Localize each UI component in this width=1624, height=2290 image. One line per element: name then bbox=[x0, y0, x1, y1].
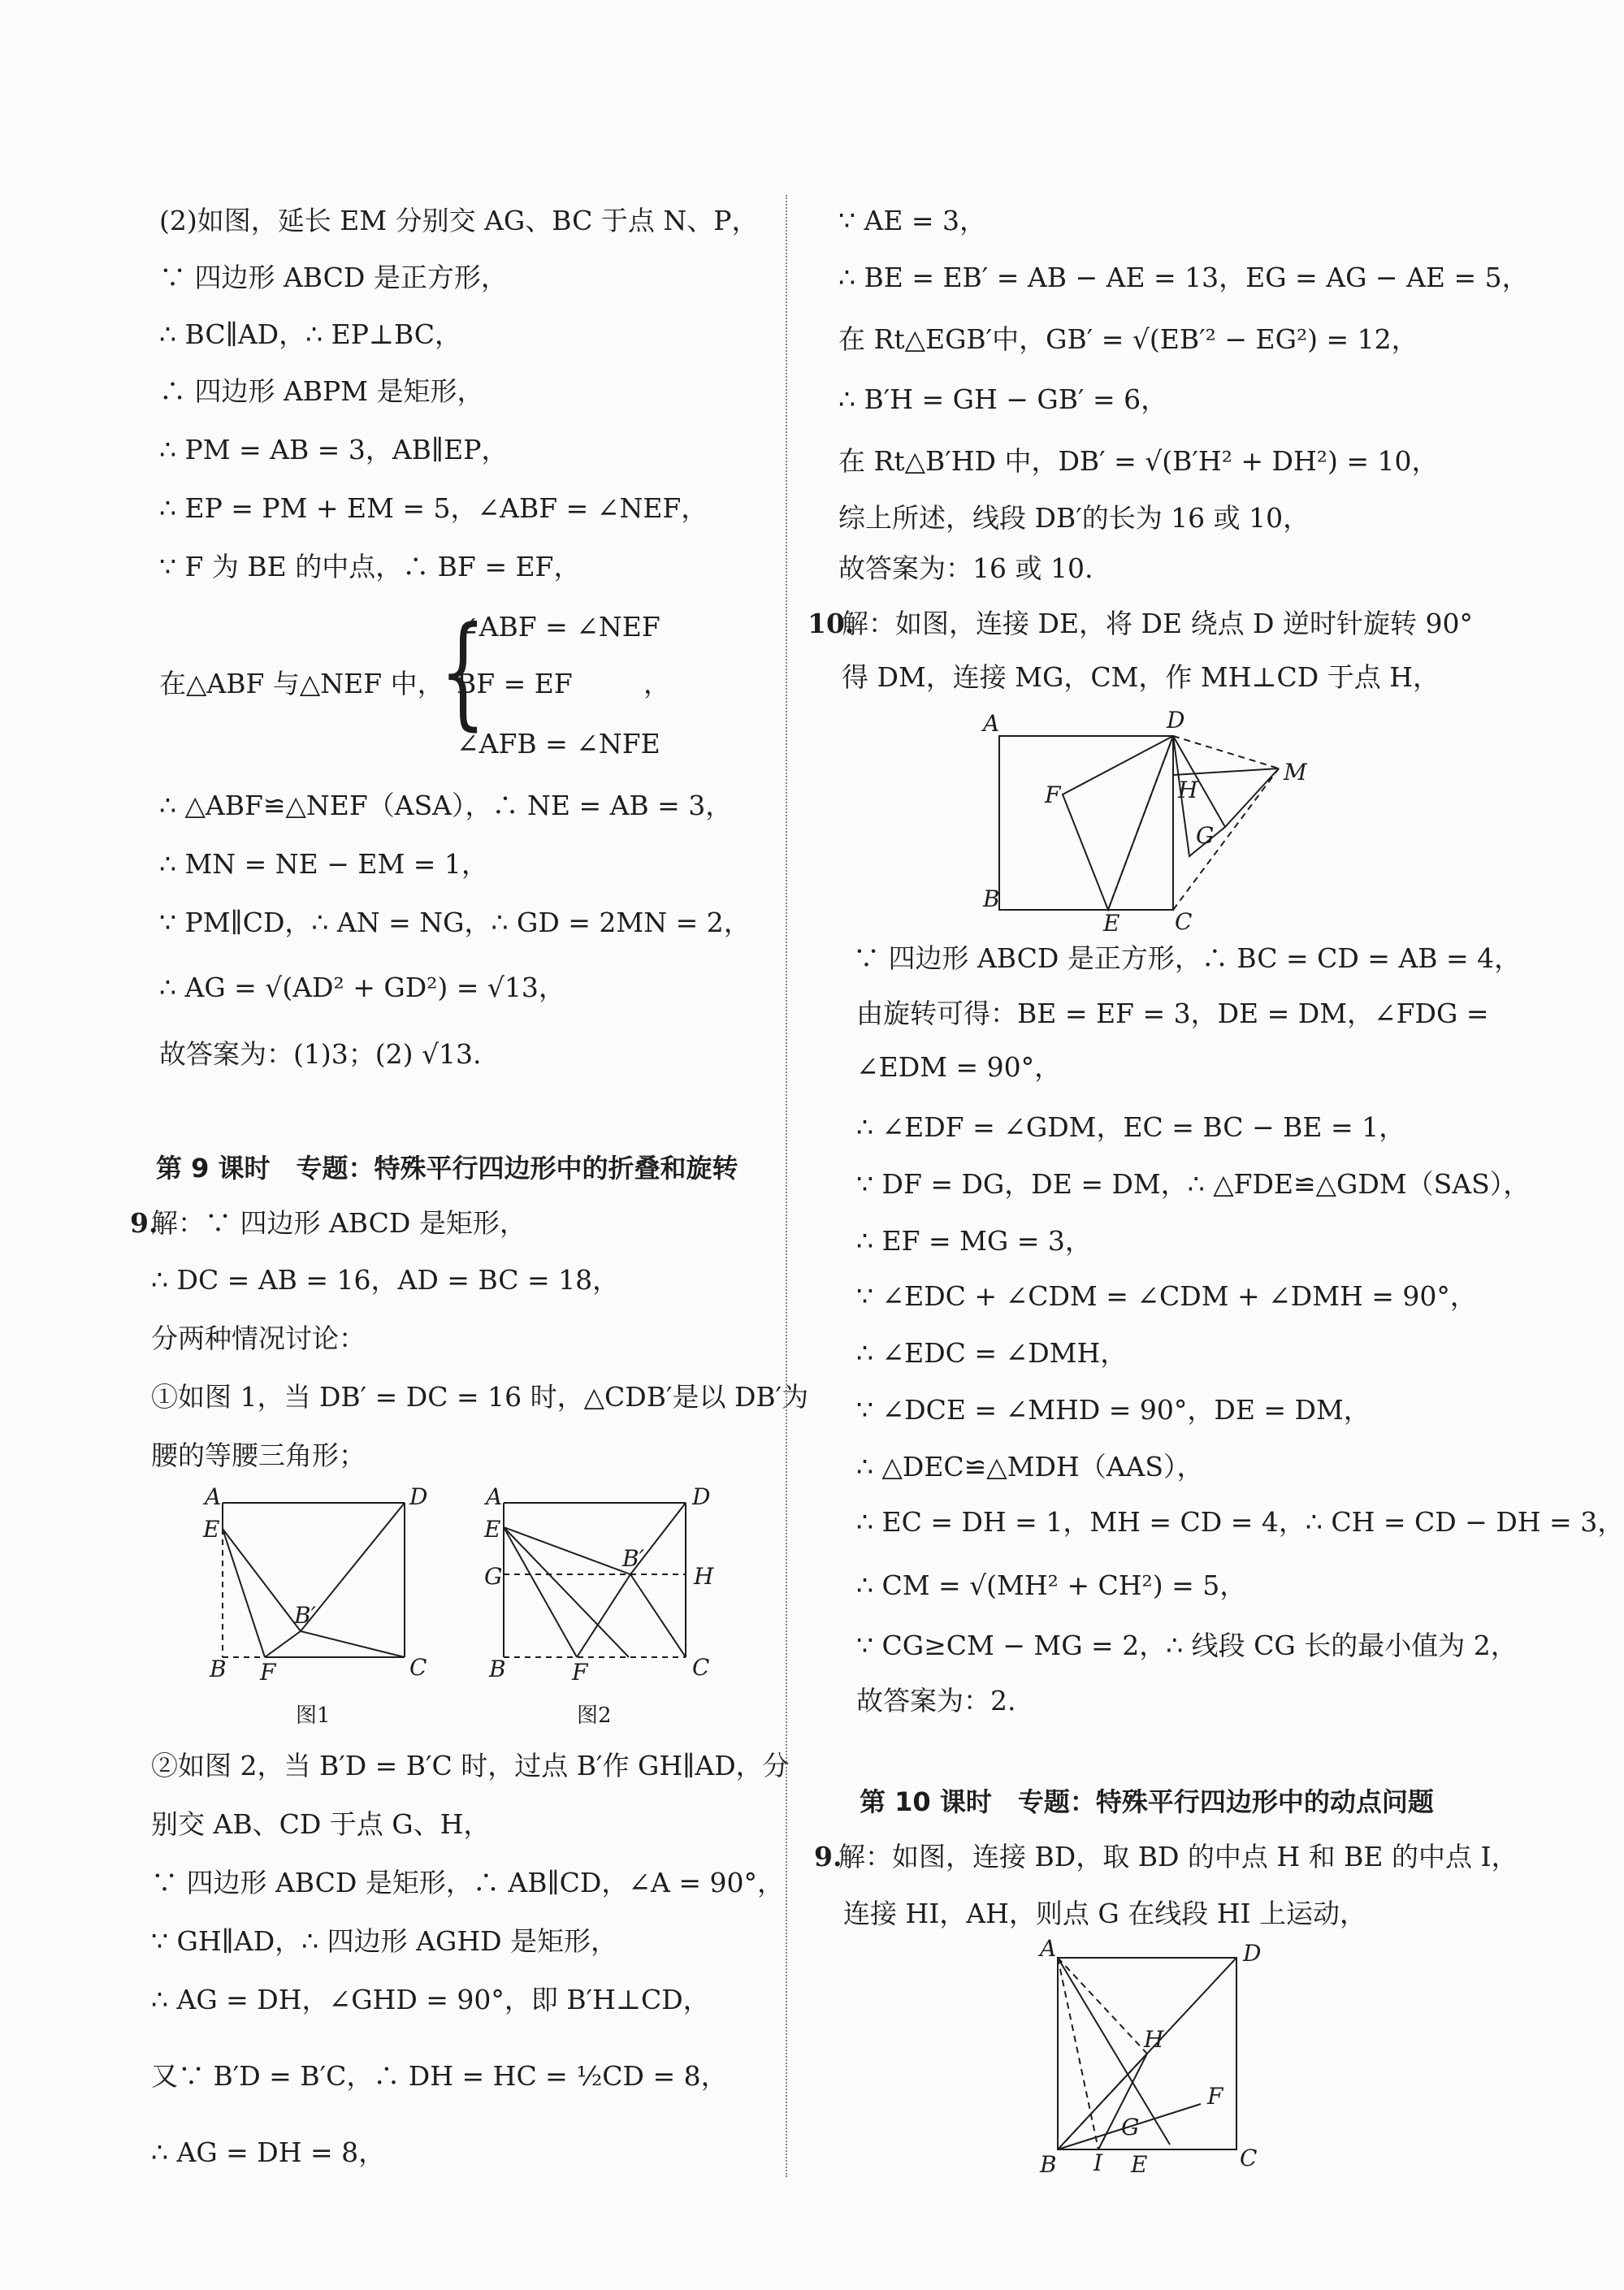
text-line: ∴ DC = AB = 16，AD = BC = 18， bbox=[151, 1264, 620, 1296]
text-line: 综上所述，线段 DB′的长为 16 或 10， bbox=[838, 502, 1310, 534]
label-A: A bbox=[205, 1483, 222, 1510]
text-line: ∴ △ABF≌△NEF（ASA），∴ NE = AB = 3， bbox=[159, 790, 733, 821]
label-B: B bbox=[210, 1656, 227, 1682]
label-I: I bbox=[1093, 2149, 1103, 2176]
text-line: ∵ F 为 BE 的中点，∴ BF = EF， bbox=[159, 551, 581, 582]
system-suffix: ， bbox=[643, 668, 670, 699]
text-line: 连接 HI，AH，则点 G 在线段 HI 上运动， bbox=[843, 1898, 1367, 1929]
text-line: ∴ ∠EDC = ∠DMH， bbox=[856, 1337, 1128, 1369]
text-line: ∴ EP = PM + EM = 5，∠ABF = ∠NEF， bbox=[159, 492, 708, 524]
label-A: A bbox=[486, 1483, 503, 1510]
text-line: ∴ AG = DH，∠GHD = 90°，即 B′H⊥CD， bbox=[151, 1984, 710, 2015]
problem-number: 9. bbox=[814, 1841, 842, 1872]
figure-caption: 图1 bbox=[296, 1703, 331, 1728]
text-line: ∵ GH∥AD，∴ 四边形 AGHD 是矩形， bbox=[151, 1925, 618, 1957]
label-D: D bbox=[1167, 707, 1185, 734]
label-Bprime: B′ bbox=[294, 1602, 316, 1629]
text-line: ∴ BE = EB′ = AB − AE = 13，EG = AG − AE = 5， bbox=[838, 262, 1529, 293]
label-E: E bbox=[484, 1516, 501, 1543]
system-line: BF = EF bbox=[457, 668, 573, 699]
text-line: 由旋转可得：BE = EF = 3，DE = DM，∠FDG = bbox=[856, 998, 1489, 1029]
text-line: 故答案为：16 或 10. bbox=[838, 552, 1093, 584]
label-A: A bbox=[983, 710, 1000, 737]
label-H: H bbox=[1178, 777, 1198, 803]
label-E: E bbox=[1103, 910, 1120, 937]
figure-problem-9-motion bbox=[1040, 1935, 1284, 2178]
text-line: ∠EDM = 90°， bbox=[856, 1051, 1062, 1083]
text-line: 解：∵ 四边形 ABCD 是矩形， bbox=[151, 1207, 526, 1239]
figure-2 bbox=[504, 1503, 686, 1657]
figure-1-and-2 bbox=[195, 1483, 747, 1730]
text-line: ∴ B′H = GH − GB′ = 6， bbox=[838, 383, 1168, 415]
text-line: ∴ EC = DH = 1，MH = CD = 4，∴ CH = CD − DH = 3， bbox=[856, 1506, 1624, 1538]
figure-caption: 图2 bbox=[577, 1703, 612, 1728]
system-line: ∠AFB = ∠NFE bbox=[457, 728, 660, 760]
text-line: ∵ 四边形 ABCD 是矩形，∴ AB∥CD，∠A = 90°， bbox=[151, 1867, 784, 1898]
text-line: 解：如图，连接 DE，将 DE 绕点 D 逆时针旋转 90° bbox=[842, 608, 1473, 639]
label-C: C bbox=[1240, 2145, 1258, 2171]
label-H: H bbox=[694, 1563, 714, 1590]
label-C: C bbox=[1175, 908, 1193, 935]
text-line: 故答案为：2. bbox=[856, 1685, 1016, 1716]
text-line: 腰的等腰三角形； bbox=[151, 1439, 366, 1471]
text-line: 解：如图，连接 BD，取 BD 的中点 H 和 BE 的中点 I， bbox=[838, 1841, 1518, 1872]
text-line: 又∵ B′D = B′C，∴ DH = HC = ½CD = 8， bbox=[151, 2060, 728, 2092]
label-F: F bbox=[572, 1659, 588, 1686]
section-heading: 第 10 课时 专题：特殊平行四边形中的动点问题 bbox=[860, 1786, 1434, 1817]
label-B: B bbox=[1040, 2151, 1057, 2178]
system-line: ∠ABF = ∠NEF bbox=[457, 611, 660, 643]
text-line: ∵ ∠EDC + ∠CDM = ∠CDM + ∠DMH = 90°， bbox=[856, 1280, 1477, 1312]
text-line: ∵ DF = DG，DE = DM，∴ △FDE≌△GDM（SAS）， bbox=[856, 1168, 1531, 1200]
text-line: ∴ CM = √(MH² + CH²) = 5， bbox=[856, 1569, 1247, 1601]
label-G: G bbox=[1196, 822, 1215, 849]
label-D: D bbox=[1243, 1940, 1262, 1967]
text-line: ∵ 四边形 ABCD 是正方形， bbox=[159, 262, 508, 293]
label-C: C bbox=[692, 1654, 710, 1681]
text-line: 在 Rt△EGB′中，GB′ = √(EB′² − EG²) = 12， bbox=[838, 323, 1418, 355]
label-E: E bbox=[203, 1516, 220, 1543]
figure-1 bbox=[223, 1503, 405, 1657]
figure-problem-10 bbox=[983, 703, 1324, 937]
text-line: ∴ AG = √(AD² + GD²) = √13， bbox=[159, 972, 565, 1003]
text-line: ∵ AE = 3， bbox=[838, 205, 987, 236]
text-line: ②如图 2，当 B′D = B′C 时，过点 B′作 GH∥AD，分 bbox=[151, 1750, 790, 1781]
label-B: B bbox=[983, 885, 1000, 912]
label-D: D bbox=[409, 1483, 428, 1510]
text-line: 在 Rt△B′HD 中，DB′ = √(B′H² + DH²) = 10， bbox=[838, 445, 1439, 477]
problem-number: 10. bbox=[808, 608, 855, 639]
text-line: ∴ MN = NE − EM = 1， bbox=[159, 848, 488, 880]
text-line: 别交 AB、CD 于点 G、H， bbox=[151, 1808, 491, 1840]
label-G: G bbox=[484, 1563, 503, 1590]
text-line: ∴ △DEC≌△MDH（AAS）， bbox=[856, 1451, 1204, 1483]
text-line: ∴ 四边形 ABPM 是矩形， bbox=[159, 375, 484, 407]
text-line: ∴ ∠EDF = ∠GDM，EC = BC − BE = 1， bbox=[856, 1111, 1406, 1143]
text-line: ∴ PM = AB = 3，AB∥EP， bbox=[159, 434, 509, 465]
label-M: M bbox=[1284, 759, 1307, 786]
system-prefix: 在△ABF 与△NEF 中， bbox=[159, 668, 444, 699]
text-line: 分两种情况讨论： bbox=[151, 1322, 366, 1354]
label-A: A bbox=[1040, 1935, 1057, 1962]
text-line: 得 DM，连接 MG，CM，作 MH⊥CD 于点 H， bbox=[842, 661, 1440, 693]
label-D: D bbox=[692, 1483, 711, 1510]
text-line: 故答案为：(1)3；(2) √13. bbox=[159, 1038, 482, 1070]
text-line: ∵ 四边形 ABCD 是正方形，∴ BC = CD = AB = 4， bbox=[853, 942, 1522, 974]
label-F: F bbox=[1045, 781, 1061, 808]
text-line: ∴ BC∥AD，∴ EP⊥BC， bbox=[159, 318, 462, 350]
text-line: ∴ EF = MG = 3， bbox=[856, 1225, 1092, 1257]
brace-icon: { bbox=[440, 601, 487, 742]
label-F: F bbox=[260, 1659, 276, 1686]
text-line: ∴ AG = DH = 8， bbox=[151, 2136, 386, 2168]
label-G: G bbox=[1121, 2114, 1140, 2141]
label-E: E bbox=[1131, 2151, 1148, 2178]
text-line: ∵ PM∥CD，∴ AN = NG，∴ GD = 2MN = 2， bbox=[159, 907, 751, 938]
left-column bbox=[0, 0, 809, 2290]
text-line: ①如图 1，当 DB′ = DC = 16 时，△CDB′是以 DB′为 bbox=[151, 1381, 809, 1413]
label-H: H bbox=[1144, 2026, 1164, 2053]
text-line: ∵ CG≥CM − MG = 2，∴ 线段 CG 长的最小值为 2， bbox=[856, 1630, 1518, 1661]
section-heading: 第 9 课时 专题：特殊平行四边形中的折叠和旋转 bbox=[156, 1153, 738, 1184]
right-column bbox=[780, 0, 1624, 2290]
text-line: (2)如图，延长 EM 分别交 AG、BC 于点 N、P， bbox=[159, 205, 759, 236]
label-B: B bbox=[489, 1656, 506, 1682]
label-Bprime: B′ bbox=[622, 1545, 644, 1572]
text-line: ∵ ∠DCE = ∠MHD = 90°，DE = DM， bbox=[856, 1394, 1371, 1426]
problem-number: 9. bbox=[130, 1207, 158, 1239]
label-F: F bbox=[1207, 2083, 1223, 2110]
label-C: C bbox=[409, 1654, 427, 1681]
